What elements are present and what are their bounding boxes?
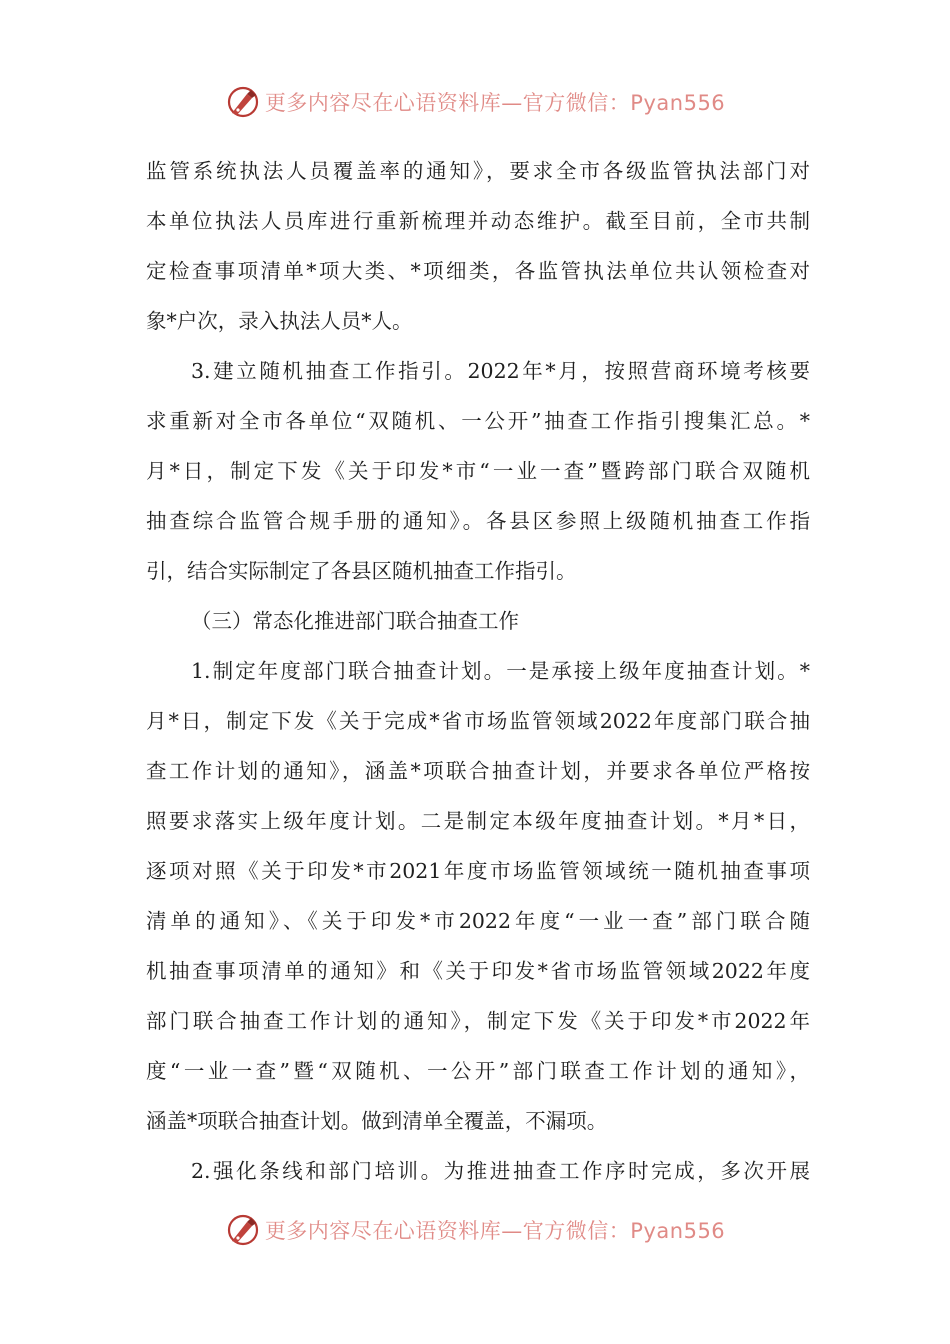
footer-watermark-banner [0,1210,950,1250]
pen-nib-logo-icon [225,1212,261,1248]
text-line: 本单位执法人员库进行重新梳理并动态维护。截至目前，全市共制 [146,209,810,233]
text-line: 逐项对照《关于印发*市2021年度市场监管领域统一随机抽查事项 [146,859,810,883]
text-line: 引，结合实际制定了各县区随机抽查工作指引。 [146,559,577,583]
text-line: 机抽查事项清单的通知》和《关于印发*省市场监管领域2022年度 [146,959,810,983]
text-line: 部门联合抽查工作计划的通知》，制定下发《关于印发*市2022年 [146,1009,810,1033]
paragraph-start-line: 2.强化条线和部门培训。为推进抽查工作序时完成，多次开展 [191,1159,810,1183]
text-line: 抽查综合监管合规手册的通知》。各县区参照上级随机抽查工作指 [146,509,810,533]
text-line: 求重新对全市各单位“双随机、一公开”抽查工作指引搜集汇总。* [146,409,810,433]
section-heading: （三）常态化推进部门联合抽查工作 [191,609,519,633]
text-line: 象*户次，录入执法人员*人。 [146,309,413,333]
header-watermark-banner [0,82,950,122]
text-line: 月*日，制定下发《关于印发*市“一业一查”暨跨部门联合双随机 [146,459,810,483]
text-line: 度“一业一查”暨“双随机、一公开”部门联查工作计划的通知》， [146,1059,810,1083]
pen-nib-logo-icon [225,84,261,120]
text-line: 监管系统执法人员覆盖率的通知》，要求全市各级监管执法部门对 [146,159,810,183]
text-line: 月*日，制定下发《关于完成*省市场监管领域2022年度部门联合抽 [146,709,810,733]
paragraph-start-line: 1.制定年度部门联合抽查计划。一是承接上级年度抽查计划。* [191,659,810,683]
text-line: 照要求落实上级年度计划。二是制定本级年度抽查计划。*月*日， [146,809,810,833]
document-body [146,146,810,1196]
text-line: 涵盖*项联合抽查计划。做到清单全覆盖，不漏项。 [146,1109,608,1133]
watermark-text: 更多内容尽在心语资料库—官方微信：Pyan556 [264,1219,726,1243]
text-line: 查工作计划的通知》，涵盖*项联合抽查计划，并要求各单位严格按 [146,759,810,783]
text-line: 定检查事项清单*项大类、*项细类，各监管执法单位共认领检查对 [146,259,810,283]
watermark-text: 更多内容尽在心语资料库—官方微信：Pyan556 [264,91,726,115]
text-line: 清单的通知》、《关于印发*市2022年度“一业一查”部门联合随 [146,909,810,933]
paragraph-start-line: 3.建立随机抽查工作指引。2022年*月，按照营商环境考核要 [191,359,810,383]
